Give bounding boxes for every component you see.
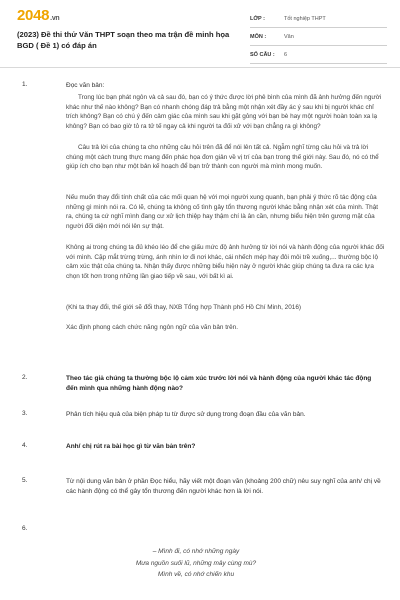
question-number: 3.	[22, 410, 28, 417]
logo-suffix: .vn	[50, 15, 60, 22]
poem-line: Mình về, có nhớ chiến khu	[157, 571, 235, 578]
logo-main: 2048	[17, 7, 50, 24]
meta-value[interactable]: Tốt nghiệp THPT	[284, 15, 326, 22]
poem-line: Mưa nguồn suối lũ, những mây cùng mù?	[135, 559, 257, 567]
question-number: 5.	[22, 477, 28, 484]
question-text: Từ nội dung văn bản ở phần Đọc hiểu, hãy viết một đoạn văn (khoảng 200 chữ) nêu suy nghĩ của anh/ chị về các hành động có thể gây tổn thương đến người khác hơn là lời nói.	[66, 478, 381, 495]
source-citation: (Khi ta thay đổi, thế giới sẽ đổi thay, NXB Tổng hợp Thành phố Hồ Chí Minh, 2016)	[66, 304, 302, 311]
meta-label: LỚP :	[250, 15, 265, 22]
page-title: (2023) Đề thi thử Văn THPT soạn theo ma trận đề minh họa BGD ( Đề 1) có đáp án	[17, 30, 230, 50]
passage-paragraph: Không ai trong chúng ta đủ khéo léo để che giấu mức độ ảnh hưởng từ lời nói và hành động của người khác đối với mình. Cặp mắt trừng trừng, ánh nhìn lơ đi nơi khác, cái nhếch mép hay đôi môi trề xuống,... thường bộc lộ cảm xúc thật của chúng ta. Nhận thấy được những biểu hiện này ở người khác giúp chúng ta đưa ra các lựa chọn tốt hơn trong những lần giao tiếp về sau, với bất kì ai.	[66, 244, 385, 280]
question-text: Anh/ chị rút ra bài học gì từ văn bản trên?	[66, 443, 196, 450]
meta-value: 6	[284, 51, 288, 58]
passage-paragraph: Câu trả lời của chúng ta cho những câu hỏi trên đã để nói lên tất cả. Ngẫm nghĩ từng câu hỏi và trả lời chúng một cách trung thực mang đến phác họa đơn giản về vị trí của bạn trong thế giới này. Sau đó, nó có thể giúp ích cho bạn như một bản kế hoạch để bạn trở thành con người mà mình mong muốn.	[66, 144, 379, 171]
question-number: 1.	[22, 81, 28, 88]
meta-label: MÔN :	[250, 33, 267, 40]
question-number: 2.	[22, 374, 28, 381]
question-text: Theo tác giả chúng ta thường bộc lộ cảm xúc trước lời nói và hành động của người khác tác động đến mình qua những hành động nào?	[66, 375, 372, 392]
question-task: Xác định phong cách chức năng ngôn ngữ của văn bản trên.	[66, 324, 238, 331]
passage-paragraph: Nếu muốn thay đổi tính chất của các mối quan hệ với mọi người xung quanh, bạn phải ý thức rõ tác động của những gì mình nói ra. Có lẽ, chúng ta không cố tình gây tổn thương người khác bằng nhận xét của mình. Thật ra, chúng ta cứ nghĩ mình đang cư xử lịch thiệp hay thậm chí là ân cần, nhưng biểu hiện trên gương mặt của người đối diện mới nói lên sự thật.	[66, 194, 379, 230]
question-text: Phân tích hiệu quả của biện pháp tu từ được sử dụng trong đoạn đầu của văn bản.	[66, 411, 306, 418]
meta-value[interactable]: Văn	[284, 33, 294, 40]
passage-paragraph: Trong lúc bạn phát ngôn và cả sau đó, bạn có ý thức được lời phê bình của mình đã ảnh hưởng đến người khác như thế nào không? Bạn có nhanh chóng đáp trả bằng một nhận xét đầy ác ý sau khi bị người khác chỉ trích không? Bạn có chú ý đến cảm giác của mình sau khi gặt gỏng với bạn bè hay một người hoàn toàn xa lạ không? Bạn có bao giờ tỏ ra tử tế ngay cả khi người ta đối xử với bạn chẳng ra gì không?	[66, 94, 382, 130]
question-number: 6.	[22, 525, 28, 532]
question-number: 4.	[22, 442, 28, 449]
meta-label: SỐ CÂU :	[250, 51, 275, 58]
question-prompt: Đọc văn bản:	[66, 82, 105, 89]
poem-excerpt	[66, 546, 326, 581]
poem-line: – Mình đi, có nhớ những ngày	[152, 548, 240, 555]
